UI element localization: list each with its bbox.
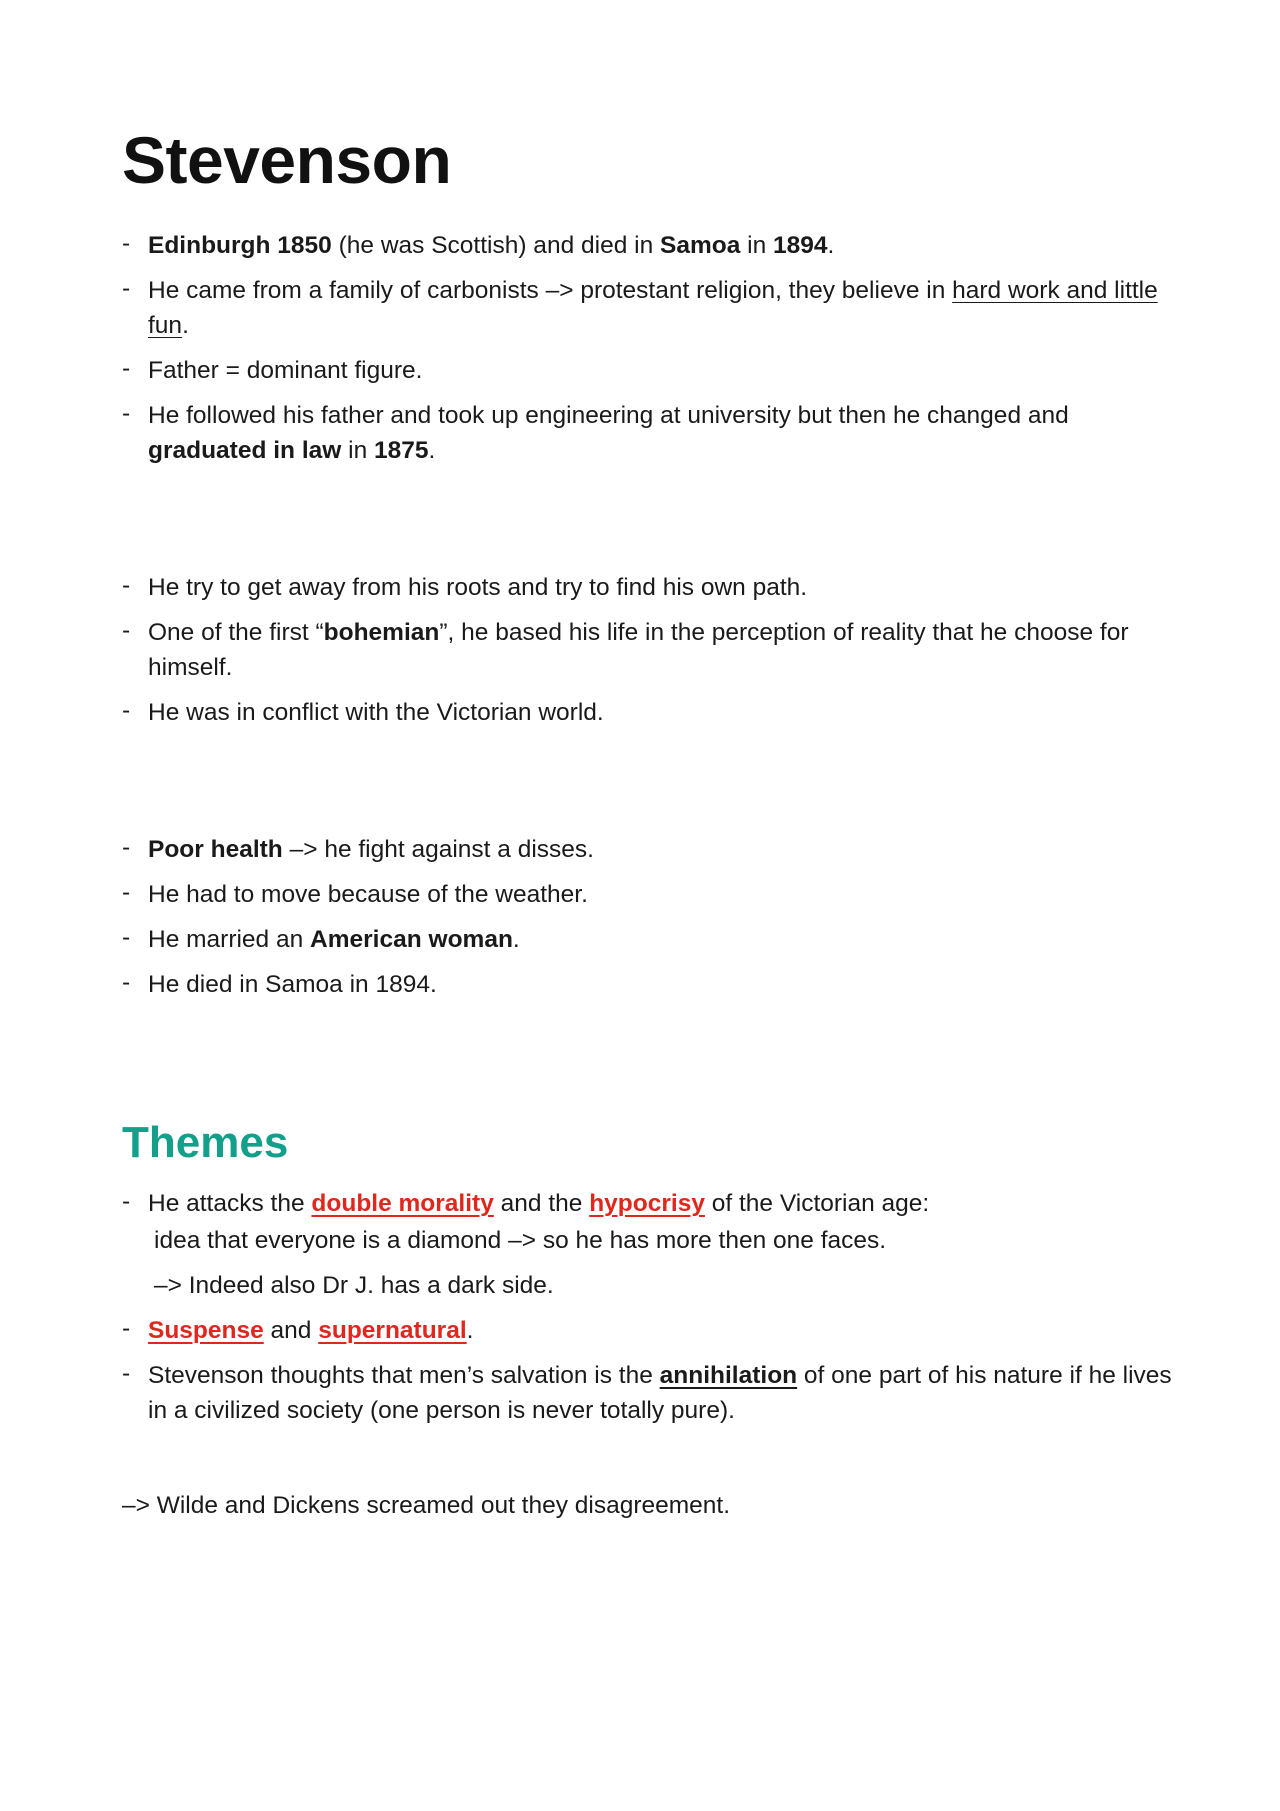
list-item	[122, 695, 1182, 730]
text: He try to get away from his roots and try to find his own path.	[148, 574, 808, 601]
list-item	[122, 615, 1182, 685]
bio-list-2	[122, 570, 1182, 740]
text: of the Victorian age:	[704, 1190, 930, 1217]
text: He married an	[148, 926, 311, 953]
themes-heading: Themes	[122, 1118, 289, 1167]
bio-list-3	[122, 832, 1182, 1012]
text: Stevenson thoughts that men’s salvation is the	[148, 1362, 660, 1389]
page-title: Stevenson	[122, 123, 452, 197]
text: Father = dominant figure.	[148, 357, 423, 384]
list-item	[122, 228, 1182, 263]
underlined-phrase: hard work and little fun	[148, 277, 1158, 339]
birth-place: Edinburgh 1850	[148, 232, 332, 259]
closing-note: –> Wilde and Dickens screamed out they disagreement.	[122, 1492, 731, 1519]
death-place: Samoa	[660, 232, 741, 259]
text: He had to move because of the weather.	[148, 881, 588, 908]
text: .	[827, 232, 835, 259]
double-morality-term: double morality	[311, 1190, 494, 1217]
sub-line: –> Indeed also Dr J. has a dark side.	[154, 1272, 554, 1299]
list-item	[122, 1313, 1182, 1348]
text: .	[466, 1317, 474, 1344]
text: He followed his father and took up engineering at university but then he changed and	[148, 402, 1069, 429]
bio-list-1	[122, 228, 1182, 478]
text: He died in Samoa in 1894.	[148, 971, 437, 998]
list-item	[122, 877, 1182, 912]
list-item	[122, 967, 1182, 1002]
text: and	[263, 1317, 319, 1344]
suspense-term: Suspense	[148, 1317, 264, 1344]
list-item	[122, 570, 1182, 605]
graduation-year: 1875	[374, 437, 429, 464]
list-item	[122, 353, 1182, 388]
sub-line: idea that everyone is a diamond –> so he has more then one faces.	[154, 1227, 887, 1254]
themes-list	[122, 1186, 1182, 1438]
american-woman-term: American woman	[310, 926, 513, 953]
text: He was in conflict with the Victorian world.	[148, 699, 604, 726]
list-item	[122, 1358, 1182, 1428]
hypocrisy-term: hypocrisy	[589, 1190, 705, 1217]
annihilation-term: annihilation	[659, 1362, 798, 1389]
text: in	[740, 232, 774, 259]
text: of one part of his nature if he lives in a civilized society (one person is never totally pure).	[148, 1362, 1172, 1424]
text: .	[182, 312, 189, 339]
text: He attacks the	[148, 1190, 312, 1217]
text: ”, he based his life in the perception of reality that he choose for himself.	[148, 619, 1129, 681]
list-item	[122, 922, 1182, 957]
graduated-phrase: graduated in law	[148, 437, 342, 464]
text: .	[512, 926, 520, 953]
list-item	[122, 832, 1182, 867]
supernatural-term: supernatural	[318, 1317, 467, 1344]
text: One of the first “	[148, 619, 324, 646]
list-item	[122, 398, 1182, 468]
poor-health-term: Poor health	[148, 836, 283, 863]
list-item	[122, 273, 1182, 343]
text: –> he fight against a disses.	[282, 836, 594, 863]
text: and the	[493, 1190, 590, 1217]
text: He came from a family of carbonists –> protestant religion, they believe in	[148, 277, 953, 304]
death-year: 1894	[773, 232, 828, 259]
bohemian-term: bohemian	[323, 619, 440, 646]
text: in	[341, 437, 374, 464]
text: (he was Scottish) and died in	[331, 232, 660, 259]
text: .	[428, 437, 436, 464]
list-item	[122, 1186, 1182, 1303]
